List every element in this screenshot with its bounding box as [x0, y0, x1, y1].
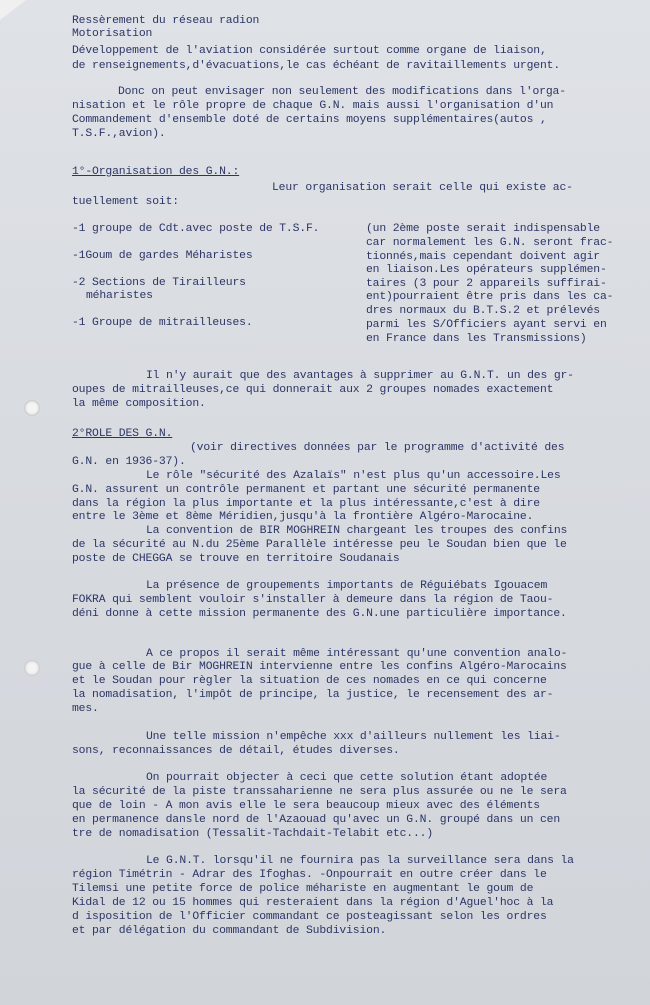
torn-corner	[0, 0, 26, 20]
section-note: (voir directives données par le programme d'activité des	[190, 442, 565, 454]
paragraph-line: dans la région la plus importante et la plus intéressante,c'est à dire	[72, 498, 540, 510]
list-item: -1 groupe de Cdt.avec poste de T.S.F.	[72, 223, 320, 235]
side-note-line: dres normaux du B.T.S.2 et prélevés	[366, 305, 600, 317]
header-line: Développement de l'aviation considérée surtout comme organe de liaison,	[72, 45, 547, 57]
side-note-line: en France dans les Transmissions)	[366, 333, 587, 345]
paragraph-line: sons, reconnaissances de détail, études diverses.	[72, 745, 400, 757]
paragraph-line: et par délégation du commandant de Subdivision.	[72, 925, 387, 937]
intro-line: T.S.F.,avion).	[72, 128, 166, 140]
paragraph-line: Kidal de 12 ou 15 hommes qui resteraient dans la région d'Aguel'hoc à la	[72, 897, 554, 909]
punch-hole-bottom	[24, 660, 40, 676]
paragraph-line: mes.	[72, 703, 99, 715]
paragraph-line: de la sécurité au N.du 25ème Parallèle intéresse peu le Soudan bien que le	[72, 539, 567, 551]
list-item: -1Goum de gardes Méharistes	[72, 250, 253, 262]
side-note-line: ent)pourraient être pris dans les ca-	[366, 291, 614, 303]
header-line: Motorisation	[72, 28, 153, 40]
side-note-line: tionnés,mais cependant doivent agir	[366, 251, 600, 263]
paragraph-line: G.N. assurent un contrôle permanent et partant une sécurité permanente	[72, 484, 540, 496]
paragraph-line: La présence de groupements importants de Réguiébats Igouacem	[146, 580, 548, 592]
paragraph-line: Tilemsi une petite force de police méhariste en augmentant le goum de	[72, 883, 534, 895]
punch-hole-top	[24, 400, 40, 416]
paragraph-line: région Timétrin - Adrar des Ifoghas. -Onpourrait en outre créer dans le	[72, 869, 547, 881]
side-note-line: en liaison.Les opérateurs supplémen-	[366, 264, 607, 276]
list-item: -2 Sections de Tirailleurs	[72, 277, 246, 289]
paragraph-line: A ce propos il serait même intéressant qu'une convention analo-	[146, 648, 568, 660]
intro-line: Commandement d'ensemble doté de certains moyens supplémentaires(autos ,	[72, 114, 547, 126]
section-lead: Leur organisation serait celle qui existe ac-	[272, 182, 573, 194]
side-note-line: taires (3 pour 2 appareils suffirai-	[366, 278, 607, 290]
section-title: 1°-Organisation des G.N.:	[72, 166, 240, 178]
header-line: Ressèrement du réseau radion	[72, 15, 260, 27]
section-title: 2°ROLE DES G.N.	[72, 428, 173, 440]
section-lead: tuellement soit:	[72, 196, 179, 208]
paragraph-line: On pourrait objecter à ceci que cette solution étant adoptée	[146, 772, 548, 784]
side-note-line: parmi les S/Officiers ayant servi en	[366, 319, 607, 331]
header-line: de renseignements,d'évacuations,le cas échéant de ravitaillements urgent.	[72, 60, 561, 72]
list-item: -1 Groupe de mitrailleuses.	[72, 317, 253, 329]
paragraph-line: déni donne à cette mission permanente des G.N.une particulière importance.	[72, 608, 567, 620]
paragraph-line: la même composition.	[72, 398, 206, 410]
paragraph-line: FOKRA qui semblent vouloir s'installer à demeure dans la région de Taou-	[72, 594, 554, 606]
paragraph-line: tre de nomadisation (Tessalit-Tachdait-Telabit etc...)	[72, 828, 434, 840]
paragraph-line: Une telle mission n'empêche xxx d'ailleurs nullement les liai-	[146, 731, 561, 743]
side-note-line: (un 2ème poste serait indispensable	[366, 223, 600, 235]
paragraph-line: Le G.N.T. lorsqu'il ne fournira pas la surveillance sera dans la	[146, 855, 574, 867]
paragraph-line: d isposition de l'Officier commandant ce posteagissant selon les ordres	[72, 911, 547, 923]
section-note: G.N. en 1936-37).	[72, 456, 186, 468]
paragraph-line: poste de CHEGGA se trouve en territoire Soudanais	[72, 553, 400, 565]
side-note-line: car normalement les G.N. seront frac-	[366, 237, 614, 249]
paragraph-line: gue à celle de Bir MOGHREIN intervienne entre les confins Algéro-Marocains	[72, 661, 567, 673]
paragraph-line: la nomadisation, l'impôt de principe, la justice, le recensement des ar-	[72, 689, 554, 701]
paragraph-line: Il n'y aurait que des avantages à supprimer au G.N.T. un des gr-	[146, 370, 574, 382]
intro-line: Donc on peut envisager non seulement des modifications dans l'orga-	[118, 86, 566, 98]
paragraph-line: Le rôle "sécurité des Azalaïs" n'est plus qu'un accessoire.Les	[146, 470, 561, 482]
paragraph-line: la sécurité de la piste transsaharienne ne sera plus assurée ou ne le sera	[72, 786, 567, 798]
paragraph-line: en permanence dansle nord de l'Azaouad qu'avec un G.N. groupé dans un cen	[72, 814, 561, 826]
paragraph-line: que de loin - A mon avis elle le sera beaucoup mieux avec des éléments	[72, 800, 540, 812]
paragraph-line: entre le 3ème et 8ème Méridien,jusqu'à la frontière Algéro-Marocaine.	[72, 511, 534, 523]
paragraph-line: oupes de mitrailleuses,ce qui donnerait aux 2 groupes nomades exactement	[72, 384, 554, 396]
list-item: méharistes	[86, 290, 153, 302]
intro-line: nisation et le rôle propre de chaque G.N. mais aussi l'organisation d'un	[72, 100, 554, 112]
paragraph-line: et le Soudan pour règler la situation de ces nomades en ce qui concerne	[72, 675, 547, 687]
paragraph-line: La convention de BIR MOGHREIN chargeant les troupes des confins	[146, 525, 568, 537]
